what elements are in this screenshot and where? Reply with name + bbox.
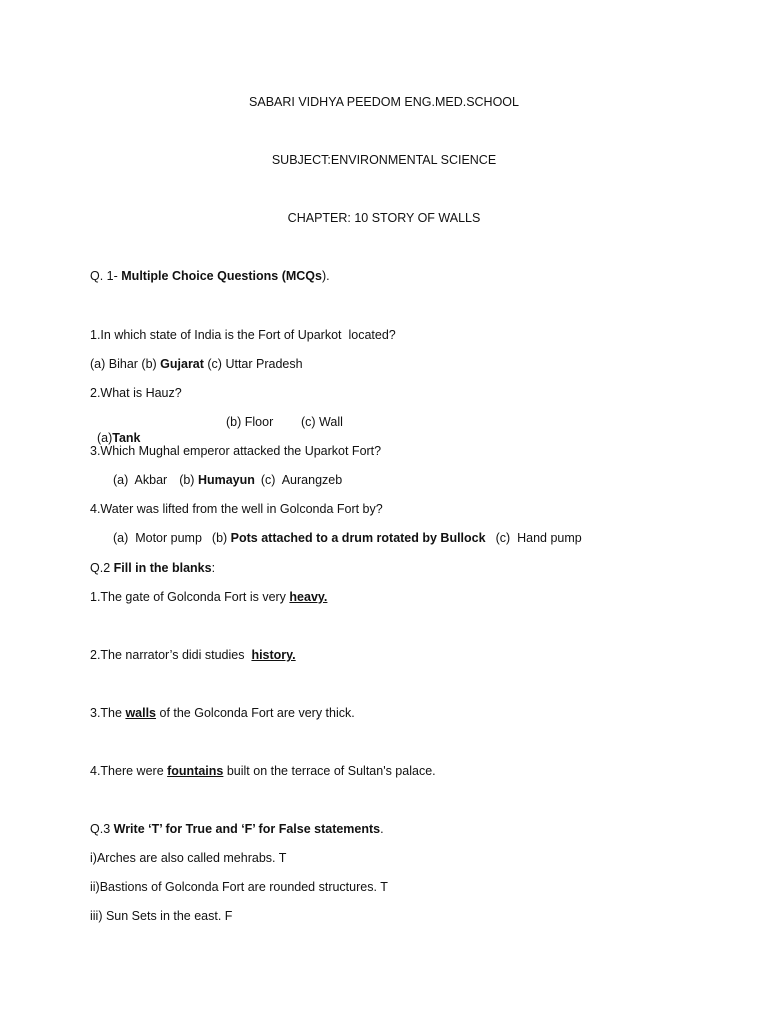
blank-2-answer: history. bbox=[251, 648, 296, 662]
tf-item-2: ii)Bastions of Golconda Fort are rounded structures. T bbox=[90, 880, 388, 894]
blank-4 bbox=[90, 763, 436, 779]
mcq-3-answer: Humayun bbox=[197, 473, 255, 487]
blank-3-before: 3.The bbox=[90, 706, 126, 720]
mcq-3-option-b-prefix: (b) bbox=[179, 473, 198, 487]
q1-prefix: Q. 1- bbox=[90, 269, 122, 283]
q2-title: Fill in the blanks bbox=[113, 561, 212, 575]
q3-suffix: . bbox=[380, 822, 384, 836]
mcq-3-option-a: (a) Akbar bbox=[113, 473, 168, 487]
tf-item-3: iii) Sun Sets in the east. F bbox=[90, 909, 233, 923]
blank-1-before: 1.The gate of Golconda Fort is very bbox=[90, 590, 290, 604]
blank-1-answer: heavy. bbox=[289, 590, 328, 604]
tf-item-1: i)Arches are also called mehrabs. T bbox=[90, 851, 287, 865]
blank-3-answer: walls bbox=[125, 706, 157, 720]
blank-4-after: built on the terrace of Sultan's palace. bbox=[223, 764, 436, 778]
blank-1 bbox=[90, 589, 327, 605]
mcq-2-option-c: (c) Wall bbox=[301, 415, 343, 429]
chapter-line: CHAPTER: 10 STORY OF WALLS bbox=[287, 211, 481, 225]
q2-prefix: Q.2 bbox=[90, 561, 114, 575]
blank-4-before: 4.There were bbox=[90, 764, 168, 778]
q3-title: Write ‘T’ for True and ‘F’ for False statements bbox=[113, 822, 381, 836]
mcq-1-question: 1.In which state of India is the Fort of Uparkot located? bbox=[90, 328, 396, 342]
mcq-2-answer: Tank bbox=[112, 431, 141, 445]
mcq-2-question: 2.What is Hauz? bbox=[90, 386, 182, 400]
mcq-4-question: 4.Water was lifted from the well in Golconda Fort by? bbox=[90, 502, 383, 516]
mcq-4-answer: Pots attached to a drum rotated by Bullock bbox=[230, 531, 486, 545]
mcq-4-option-a: (a) Motor pump bbox=[113, 531, 202, 545]
mcq-1-answer: Gujarat bbox=[160, 357, 204, 371]
mcq-3-options bbox=[113, 472, 342, 488]
mcq-1-options bbox=[90, 356, 303, 372]
mcq-4-option-c: (c) Hand pump bbox=[495, 531, 582, 545]
q1-heading bbox=[90, 268, 330, 284]
mcq-1-option-a: (a) Bihar (b) bbox=[90, 357, 161, 371]
q2-heading bbox=[90, 560, 215, 576]
mcq-3-question: 3.Which Mughal emperor attacked the Uparkot Fort? bbox=[90, 444, 382, 458]
q3-heading bbox=[90, 821, 384, 837]
blank-2 bbox=[90, 647, 296, 663]
q3-prefix: Q.3 bbox=[90, 822, 114, 836]
subject-line: SUBJECT:ENVIRONMENTAL SCIENCE bbox=[271, 153, 497, 167]
q2-suffix: : bbox=[211, 561, 216, 575]
blank-3-after: of the Golconda Fort are very thick. bbox=[156, 706, 355, 720]
q1-title: Multiple Choice Questions (MCQs bbox=[121, 269, 322, 283]
mcq-2-options bbox=[90, 414, 140, 446]
mcq-2-option-a-prefix: (a) bbox=[96, 431, 113, 445]
blank-4-answer: fountains bbox=[167, 764, 224, 778]
school-name: SABARI VIDHYA PEEDOM ENG.MED.SCHOOL bbox=[249, 95, 519, 109]
mcq-4-options bbox=[113, 530, 582, 546]
mcq-4-option-b-prefix: (b) bbox=[211, 531, 231, 545]
blank-2-before: 2.The narrator’s didi studies bbox=[90, 648, 252, 662]
blank-3 bbox=[90, 705, 355, 721]
q1-suffix: ). bbox=[321, 269, 330, 283]
mcq-2-option-b: (b) Floor bbox=[226, 415, 274, 429]
mcq-3-option-c: (c) Aurangzeb bbox=[260, 473, 343, 487]
mcq-1-option-c: (c) Uttar Pradesh bbox=[203, 357, 303, 371]
